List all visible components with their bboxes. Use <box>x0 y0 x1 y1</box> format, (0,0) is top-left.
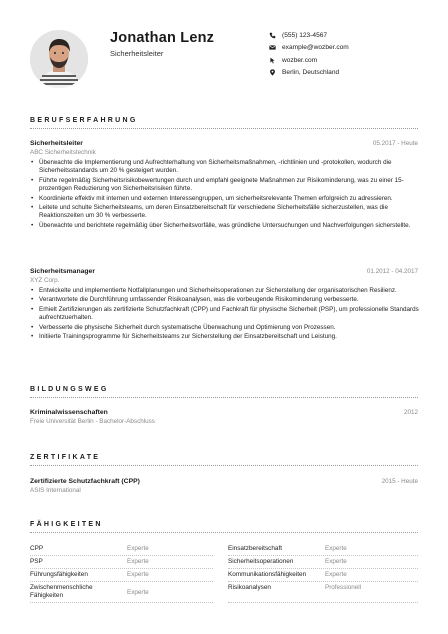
job-bullet: • Verbesserte die physische Sicherheit durch systematische Überwachung und Optimierung von Prozessen. <box>30 324 420 332</box>
skill-divider <box>228 581 418 582</box>
skill-level: Professionell <box>325 584 362 591</box>
skill-name: PSP <box>30 558 43 565</box>
contact-website-text[interactable]: wozber.com <box>282 56 318 64</box>
skill-row <box>30 558 418 571</box>
contact-phone-text: (555) 123-4567 <box>282 31 328 39</box>
skill-row <box>30 545 418 558</box>
candidate-name: Jonathan Lenz <box>110 30 215 46</box>
contact-website <box>268 54 428 67</box>
job-bullet: • Überwachte und berichtete regelmäßig über Sicherheitsvorfälle, was gründliche Untersuchungen und Nachverfolgungen sicherstellte. <box>30 222 420 230</box>
section-divider <box>30 397 418 398</box>
skill-divider <box>228 602 418 603</box>
job-company: XYZ Corp. <box>30 277 60 284</box>
email-icon <box>268 44 276 52</box>
skill-divider <box>228 568 418 569</box>
job-title: Sicherheitsmanager <box>30 268 95 275</box>
skill-divider <box>228 555 418 556</box>
section-title-education: BILDUNGSWEG <box>30 386 109 393</box>
skill-name: Risikoanalysen <box>228 584 271 591</box>
job-date: 01.2012 - 04.2017 <box>366 268 418 275</box>
education-subtitle: Freie Universität Berlin - Bachelor-Abschluss <box>30 418 155 425</box>
section-divider <box>30 532 418 533</box>
job-company: ABC Sicherheitstechnik <box>30 149 96 156</box>
skill-level: Experte <box>127 558 149 565</box>
skill-name: Kommunikationsfähigkeiten <box>228 571 307 578</box>
contact-email <box>268 42 428 55</box>
skill-level: Experte <box>325 545 347 552</box>
skill-divider <box>30 581 213 582</box>
job-title: Sicherheitsleiter <box>30 140 83 147</box>
job-bullet: • Überwachte die Implementierung und Aufrechterhaltung von Sicherheitsmaßnahmen, -richtlinien und -protokollen, wodurch die Sicherheitsstandards um 20 % gesteigert wurden. <box>30 159 420 176</box>
skill-name: Einsatzbereitschaft <box>228 545 282 552</box>
avatar <box>30 30 88 88</box>
job-bullet: • Erhielt Zertifizierungen als zertifizierte Schutzfachkraft (CPP) und Fachkraft für physische Sicherheit (PSP), um professionelle Standards aufrechtzuerhalten. <box>30 306 420 323</box>
skill-level: Experte <box>127 589 149 596</box>
contact-location-text: Berlin, Deutschland <box>282 69 340 77</box>
skill-name: Zwischenmenschliche Fähigkeiten <box>30 584 93 599</box>
certificate-issuer: ASIS International <box>30 487 81 494</box>
skill-name: Führungsfähigkeiten <box>30 571 88 578</box>
skill-name: Sicherheitsoperationen <box>228 558 294 565</box>
contact-location <box>268 67 428 80</box>
location-icon <box>268 69 276 77</box>
skill-divider <box>30 568 213 569</box>
skill-divider <box>30 555 213 556</box>
contact-phone <box>268 29 428 42</box>
skill-divider <box>30 602 213 603</box>
job-date: 05.2017 - Heute <box>372 140 418 147</box>
job-bullet: • Verantwortete die Durchführung umfassender Risikoanalysen, was die vorbeugende Risikominderung verbesserte. <box>30 296 420 304</box>
skill-level: Experte <box>127 545 149 552</box>
education-date: 2012 <box>403 409 418 416</box>
link-icon <box>268 56 276 64</box>
skill-row <box>30 571 418 584</box>
candidate-role: Sicherheitsleiter <box>110 49 164 58</box>
job-bullet: • Leitete und schulte Sicherheitsteams, um deren Einsatzbereitschaft für verschiedene Sicherheitsfälle sicherzustellen, was die Reaktionszeiten um 30 % verbesserte. <box>30 204 420 221</box>
job-bullet: • Entwickelte und implementierte Notfallplanungen und Sicherheitsoperationen zur Sicherstellung der organisatorischen Resilienz. <box>30 287 420 295</box>
job-bullet: • Initiierte Trainingsprogramme für Sicherheitsteams zur Sicherstellung der Einsatzbereitschaft und Leistung. <box>30 333 420 341</box>
job-bullet: • Koordinierte effektiv mit internen und externen Interessengruppen, um sicherheitsrelevante Themen erfolgreich zu adressieren. <box>30 195 420 203</box>
certificate-title: Zertifizierte Schutzfachkraft (CPP) <box>30 478 140 485</box>
skill-level: Experte <box>127 571 149 578</box>
job-bullet: • Führte regelmäßig Sicherheitsrisikobewertungen durch und empfahl geeignete Maßnahmen zur Risikominderung, was zu einer 15-prozentigen Reduzierung von Sicherheitsrisiken führte. <box>30 177 420 194</box>
contact-email-text[interactable]: example@wozber.com <box>282 44 349 52</box>
job-bullets <box>30 159 420 231</box>
phone-icon <box>268 31 276 39</box>
job-bullets <box>30 287 420 343</box>
section-title-experience: BERUFSERFAHRUNG <box>30 117 138 124</box>
section-divider <box>30 128 418 129</box>
skill-level: Experte <box>325 571 347 578</box>
section-title-certificates: ZERTIFIKATE <box>30 454 101 461</box>
section-divider <box>30 465 418 466</box>
skill-row <box>30 584 418 597</box>
section-title-skills: FÄHIGKEITEN <box>30 521 103 528</box>
certificate-date: 2015 - Heute <box>381 478 418 485</box>
education-title: Kriminalwissenschaften <box>30 409 108 416</box>
skill-level: Experte <box>325 558 347 565</box>
contact-list <box>268 29 428 79</box>
avatar-photo <box>30 30 88 88</box>
skill-name: CPP <box>30 545 44 552</box>
